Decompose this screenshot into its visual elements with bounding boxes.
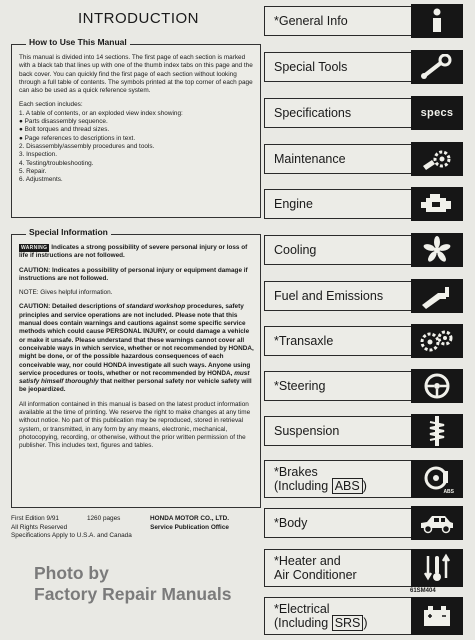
list-item: 6. Adjustments. xyxy=(19,176,63,184)
engine-icon[interactable] xyxy=(411,187,463,221)
steering-wheel-icon[interactable] xyxy=(411,369,463,403)
tab-label-part: (Including xyxy=(274,616,332,630)
tab-general-info[interactable] xyxy=(264,6,414,36)
tab-suspension[interactable] xyxy=(264,416,414,446)
document-code: 61SM404 xyxy=(410,588,436,594)
tab-label: Specifications xyxy=(274,106,352,120)
abs-icon-text: ABS xyxy=(443,489,454,495)
abs-boxed-label: ABS xyxy=(332,478,363,494)
tab-heater-and-air-conditioner[interactable] xyxy=(264,549,414,587)
gears-icon[interactable] xyxy=(411,324,463,358)
tab-label: Suspension xyxy=(274,424,340,438)
tab-label-part: ) xyxy=(362,479,367,493)
battery-icon[interactable] xyxy=(411,597,463,635)
tab-special-tools[interactable] xyxy=(264,52,414,82)
list-item: 2. Disassembly/assembly procedures and tools. xyxy=(19,142,155,150)
info-icon[interactable] xyxy=(411,4,463,38)
shock-absorber-icon[interactable] xyxy=(411,414,463,448)
tab-label: Engine xyxy=(274,197,313,211)
special-information-heading: Special Information xyxy=(26,227,111,237)
watermark-line: Photo by xyxy=(34,563,109,583)
caution-paragraph: CAUTION: Indicates a possibility of personal injury or equipment damage if instructions are not followed. xyxy=(19,266,248,282)
tab-fuel-and-emissions[interactable] xyxy=(264,281,414,311)
tab-label-line2 xyxy=(274,479,367,493)
tab-label: *Heater and xyxy=(274,554,341,568)
tab-electrical[interactable] xyxy=(264,597,414,635)
specs-region: Specifications Apply to U.S.A. and Canada xyxy=(11,532,132,539)
fan-icon[interactable] xyxy=(411,233,463,267)
tab-steering[interactable] xyxy=(264,371,414,401)
specs-icon[interactable] xyxy=(411,96,463,130)
caution-emphasis: standard workshop xyxy=(126,303,186,311)
how-to-use-heading: How to Use This Manual xyxy=(26,37,130,47)
tab-engine[interactable] xyxy=(264,189,414,219)
tab-maintenance[interactable] xyxy=(264,144,414,174)
list-item: ● Page references to descriptions in text. xyxy=(19,134,136,142)
note-paragraph: NOTE: Gives helpful information. xyxy=(19,289,113,297)
disclaimer-paragraph: All information contained in this manual is based on the latest product information available at the time of printing. We reserve the right to make changes at any time without notice. No part of this publication may be reproduced, stored in retrieval system, or transmitted, in any form by any means, electronic, mechanical, photocopying, recording, or otherwise, without the prior written permission of the publisher. This includes text, figures and tables. xyxy=(19,400,251,450)
each-section-label: Each section includes: xyxy=(19,101,83,109)
special-information-section xyxy=(11,227,261,508)
caution-text: that neither personal safety nor vehicle safety will be jeopardized. xyxy=(19,378,252,394)
warning-tag: WARNING xyxy=(21,245,48,251)
caution-emphasis: must satisfy himself thoroughly xyxy=(19,369,250,386)
tab-label: Maintenance xyxy=(274,152,346,166)
tab-label: *Transaxle xyxy=(274,334,334,348)
tab-transaxle[interactable] xyxy=(264,326,414,356)
tab-label-part: ) xyxy=(363,616,368,630)
tab-label: *Electrical xyxy=(274,602,330,616)
edition-info xyxy=(11,515,132,541)
tab-label: Fuel and Emissions xyxy=(274,289,384,303)
publisher-info xyxy=(150,515,229,532)
tab-label: Cooling xyxy=(274,243,317,257)
brake-disc-icon[interactable] xyxy=(411,460,463,498)
specs-icon-text: specs xyxy=(420,107,454,119)
maintenance-icon[interactable] xyxy=(411,142,463,176)
page-title: INTRODUCTION xyxy=(78,10,199,27)
photo-watermark xyxy=(34,563,231,605)
warning-text: Indicates a strong possibility of severe personal injury or loss of life if instructions are not followed. xyxy=(19,244,248,260)
tab-label: *General Info xyxy=(274,14,348,28)
page-count: 1260 pages xyxy=(86,515,121,522)
tab-label-line2: Air Conditioner xyxy=(274,568,357,582)
company-name: HONDA MOTOR CO., LTD. xyxy=(150,515,230,522)
how-to-use-section xyxy=(11,37,261,218)
list-item: 1. A table of contents, or an exploded view index showing: xyxy=(19,109,183,117)
list-item: 5. Repair. xyxy=(19,167,47,175)
list-item: ● Parts disassembly sequence. xyxy=(19,118,108,126)
tab-label: *Steering xyxy=(274,379,326,393)
tab-body[interactable] xyxy=(264,508,414,538)
edition: First Edition 9/91 xyxy=(11,515,59,522)
tab-label: *Body xyxy=(274,516,308,530)
caution-text: procedures, safety principles and service operations are not included. Please note that this manual does contain warnings and cautions against some specific service methods which could cause PERSONAL INJURY, or could damage a vehicle or make it unsafe. Please understand that these warnings cannot cover all conceivable ways in which service, whether or not recommended by HONDA, might be done, or of the possible hazardous consequences of each conceivable way, nor could HONDA investigate all such ways. Anyone using service procedures or tools, whether or not recommended by HONDA, xyxy=(19,303,254,377)
tab-cooling[interactable] xyxy=(264,235,414,265)
warning-paragraph xyxy=(19,244,255,261)
caution-detail-paragraph xyxy=(19,303,255,394)
rights: All Rights Reserved xyxy=(11,523,68,531)
watermark-line: Factory Repair Manuals xyxy=(34,584,232,604)
how-to-use-intro: This manual is divided into 14 sections. The first page of each section is marked with a black tab that lines up with one of the thumb index tabs on this page and the back cover. You can quickly find the first page of each section without looking through a full table of contents. The symbols printed at the top corner of each page can also be used as a quick reference system. xyxy=(19,54,253,95)
caution-text: CAUTION: Detailed descriptions of xyxy=(19,303,127,311)
list-item: ● Bolt torques and thread sizes. xyxy=(19,126,110,134)
srs-boxed-label: SRS xyxy=(332,615,364,631)
tab-label: *Brakes xyxy=(274,465,318,479)
thermometer-icon[interactable] xyxy=(411,549,463,587)
fuel-nozzle-icon[interactable] xyxy=(411,279,463,313)
tab-label-part: (Including xyxy=(274,479,332,493)
list-item: 4. Testing/troubleshooting. xyxy=(19,159,94,167)
department: Service Publication Office xyxy=(150,523,229,531)
list-item: 3. Inspection. xyxy=(19,151,58,159)
wrench-icon[interactable] xyxy=(411,50,463,84)
tab-label-line2 xyxy=(274,616,368,630)
tab-label: Special Tools xyxy=(274,60,348,74)
tab-specifications[interactable] xyxy=(264,98,414,128)
car-body-icon[interactable] xyxy=(411,506,463,540)
tab-brakes[interactable] xyxy=(264,460,414,498)
